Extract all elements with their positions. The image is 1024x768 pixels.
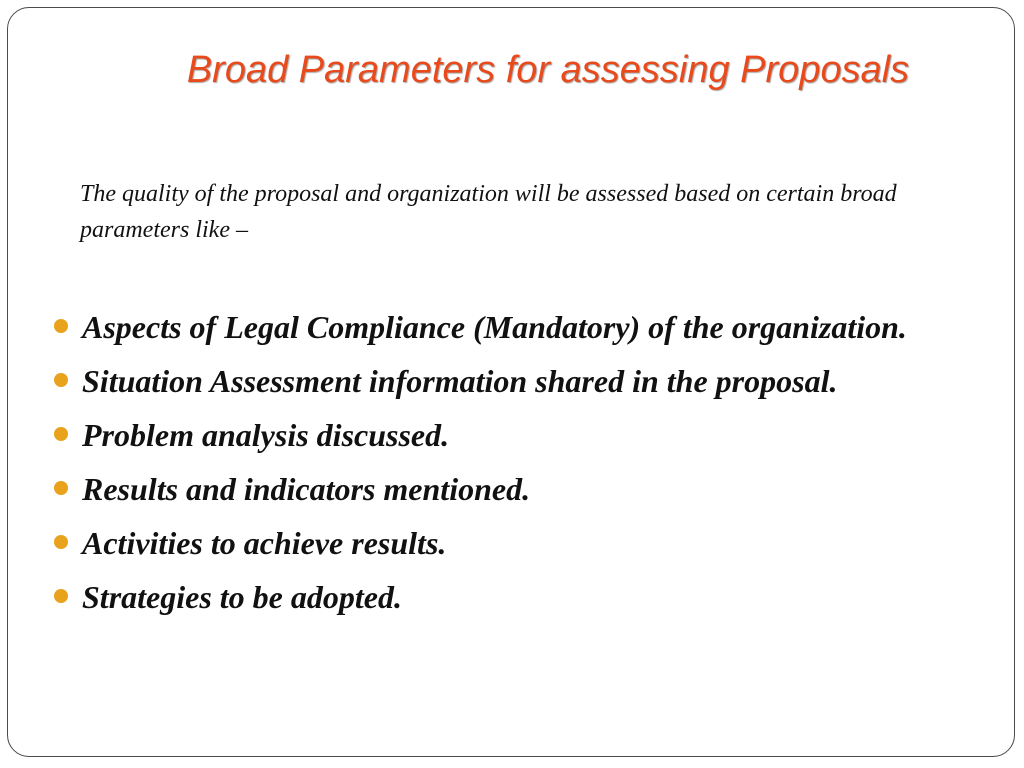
slide-frame [7, 7, 1015, 757]
list-item [52, 304, 952, 350]
list-item [52, 574, 952, 620]
bullet-dot-icon [54, 481, 68, 495]
list-item [52, 358, 952, 404]
bullet-text: Situation Assessment information shared in the proposal. [82, 363, 838, 399]
list-item [52, 520, 952, 566]
bullet-dot-icon [54, 373, 68, 387]
bullet-text: Aspects of Legal Compliance (Mandatory) of the organization. [82, 309, 907, 345]
bullet-dot-icon [54, 589, 68, 603]
intro-text: The quality of the proposal and organization will be assessed based on certain broad parameters like – [80, 181, 897, 243]
bullet-text: Results and indicators mentioned. [82, 471, 531, 507]
bullet-text: Strategies to be adopted. [82, 579, 402, 615]
bullet-dot-icon [54, 319, 68, 333]
bullet-dot-icon [54, 535, 68, 549]
bullet-dot-icon [54, 427, 68, 441]
list-item [52, 466, 952, 512]
list-item [52, 412, 952, 458]
bullet-list [52, 304, 952, 628]
bullet-text: Problem analysis discussed. [82, 417, 450, 453]
slide-title: Broad Parameters for assessing Proposals [186, 49, 910, 91]
bullet-text: Activities to achieve results. [82, 525, 447, 561]
